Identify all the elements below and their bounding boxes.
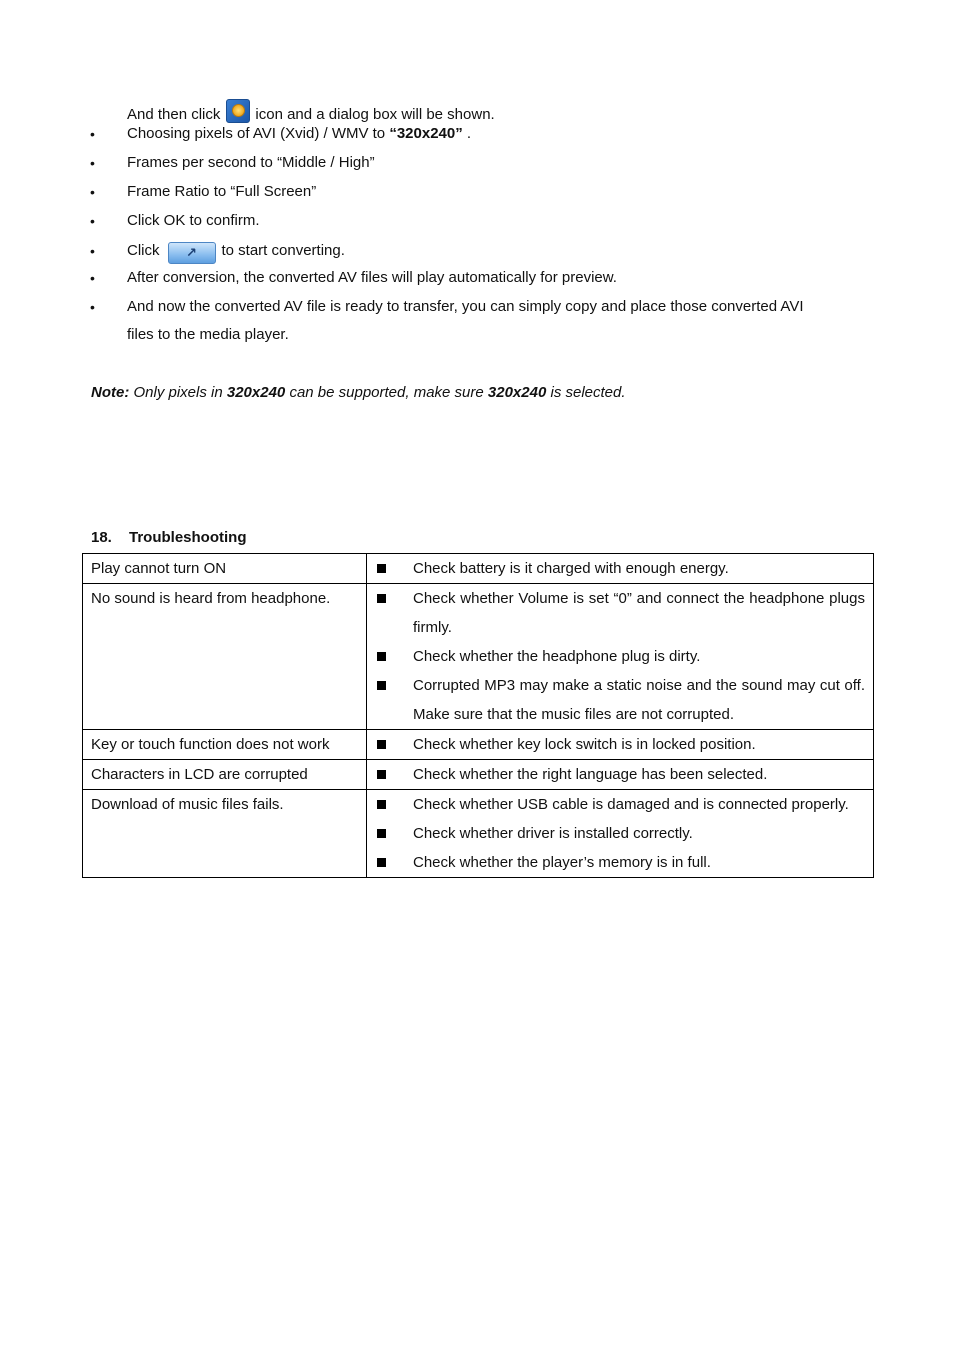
square-bullet-icon: [367, 642, 413, 671]
table-row: [83, 554, 874, 584]
check-text: Check whether USB cable is damaged and is connected properly.: [413, 796, 849, 813]
bullet-text: After conversion, the converted AV files will play automatically for preview.: [127, 269, 617, 286]
bullet-text: Frames per second to “Middle / High”: [127, 154, 375, 171]
check-text: Check whether key lock switch is in locked position.: [413, 736, 756, 753]
table-row: [83, 760, 874, 790]
square-bullet-icon: [367, 671, 413, 729]
section-heading: [91, 529, 247, 547]
list-item: [367, 760, 865, 789]
bullet-bold-text: “320x240”: [389, 125, 463, 142]
list-item: [367, 848, 865, 877]
bullet-text: Frame Ratio to “Full Screen”: [127, 183, 317, 200]
table-row: [83, 790, 874, 878]
table-row: [83, 730, 874, 760]
list-item: [367, 642, 865, 671]
section-title: Troubleshooting: [129, 529, 247, 546]
bullet-glyph: •: [90, 243, 95, 259]
bullet-text: And now the converted AV file is ready to transfer, you can simply copy and place those converted AVI: [127, 298, 804, 315]
square-bullet-icon: [367, 790, 413, 819]
solution-cell: [367, 554, 874, 584]
solution-cell: [367, 790, 874, 878]
convert-icon: ↗: [168, 242, 216, 264]
list-item: [367, 584, 865, 642]
problem-cell: Characters in LCD are corrupted: [83, 760, 367, 790]
bullet-glyph: •: [90, 213, 95, 229]
list-item: [367, 790, 865, 819]
section-number: 18.: [91, 529, 112, 546]
list-item: [367, 554, 865, 583]
problem-cell: Key or touch function does not work: [83, 730, 367, 760]
table-row: [83, 584, 874, 730]
bullet-glyph: •: [90, 270, 95, 286]
note-text: can be supported, make sure: [285, 384, 488, 401]
square-bullet-icon: [367, 730, 413, 759]
intro-prefix: And then click: [127, 106, 221, 123]
square-bullet-icon: [367, 584, 413, 642]
check-text: Check whether the headphone plug is dirty.: [413, 648, 701, 665]
list-item: [367, 730, 865, 759]
settings-icon: [226, 99, 250, 123]
note-label: Note:: [91, 384, 130, 401]
bullet-text-end: to start converting.: [221, 242, 345, 259]
troubleshooting-table: [82, 553, 874, 878]
intro-line: [127, 99, 495, 124]
solution-cell: [367, 760, 874, 790]
square-bullet-icon: [367, 554, 413, 583]
bullet-text: Click OK to confirm.: [127, 212, 260, 229]
bullet-glyph: •: [90, 155, 95, 171]
square-bullet-icon: [367, 848, 413, 877]
solution-cell: [367, 730, 874, 760]
intro-suffix: icon and a dialog box will be shown.: [255, 106, 495, 123]
note-paragraph: [91, 384, 626, 402]
problem-cell: Play cannot turn ON: [83, 554, 367, 584]
bullet-text-end: .: [462, 125, 472, 142]
problem-cell: No sound is heard from headphone.: [83, 584, 367, 730]
solution-cell: [367, 584, 874, 730]
problem-cell: Download of music files fails.: [83, 790, 367, 878]
check-text: Check whether the player’s memory is in full.: [413, 854, 711, 871]
list-item: [367, 819, 865, 848]
bullet-text: Choosing pixels of AVI (Xvid) / WMV to: [127, 125, 390, 142]
bullet-glyph: •: [90, 299, 95, 315]
list-item: [367, 671, 865, 729]
note-text: is selected.: [546, 384, 626, 401]
check-text: Corrupted MP3 may make a static noise and the sound may cut off. Make sure that the music files are not corrupted.: [413, 677, 865, 723]
note-bold-value: 320x240: [226, 384, 286, 401]
bullet-glyph: •: [90, 184, 95, 200]
check-text: Check whether driver is installed correctly.: [413, 825, 693, 842]
note-bold-value: 320x240: [487, 384, 547, 401]
check-text: Check whether the right language has been selected.: [413, 766, 768, 783]
check-text: Check battery is it charged with enough energy.: [413, 560, 729, 577]
square-bullet-icon: [367, 760, 413, 789]
bullet-glyph: •: [90, 126, 95, 142]
note-text: Only pixels in: [129, 384, 227, 401]
bullet-text: Click: [127, 242, 160, 259]
square-bullet-icon: [367, 819, 413, 848]
bullet-text-continued: files to the media player.: [127, 326, 289, 343]
check-text: Check whether Volume is set “0” and connect the headphone plugs firmly.: [413, 590, 865, 636]
